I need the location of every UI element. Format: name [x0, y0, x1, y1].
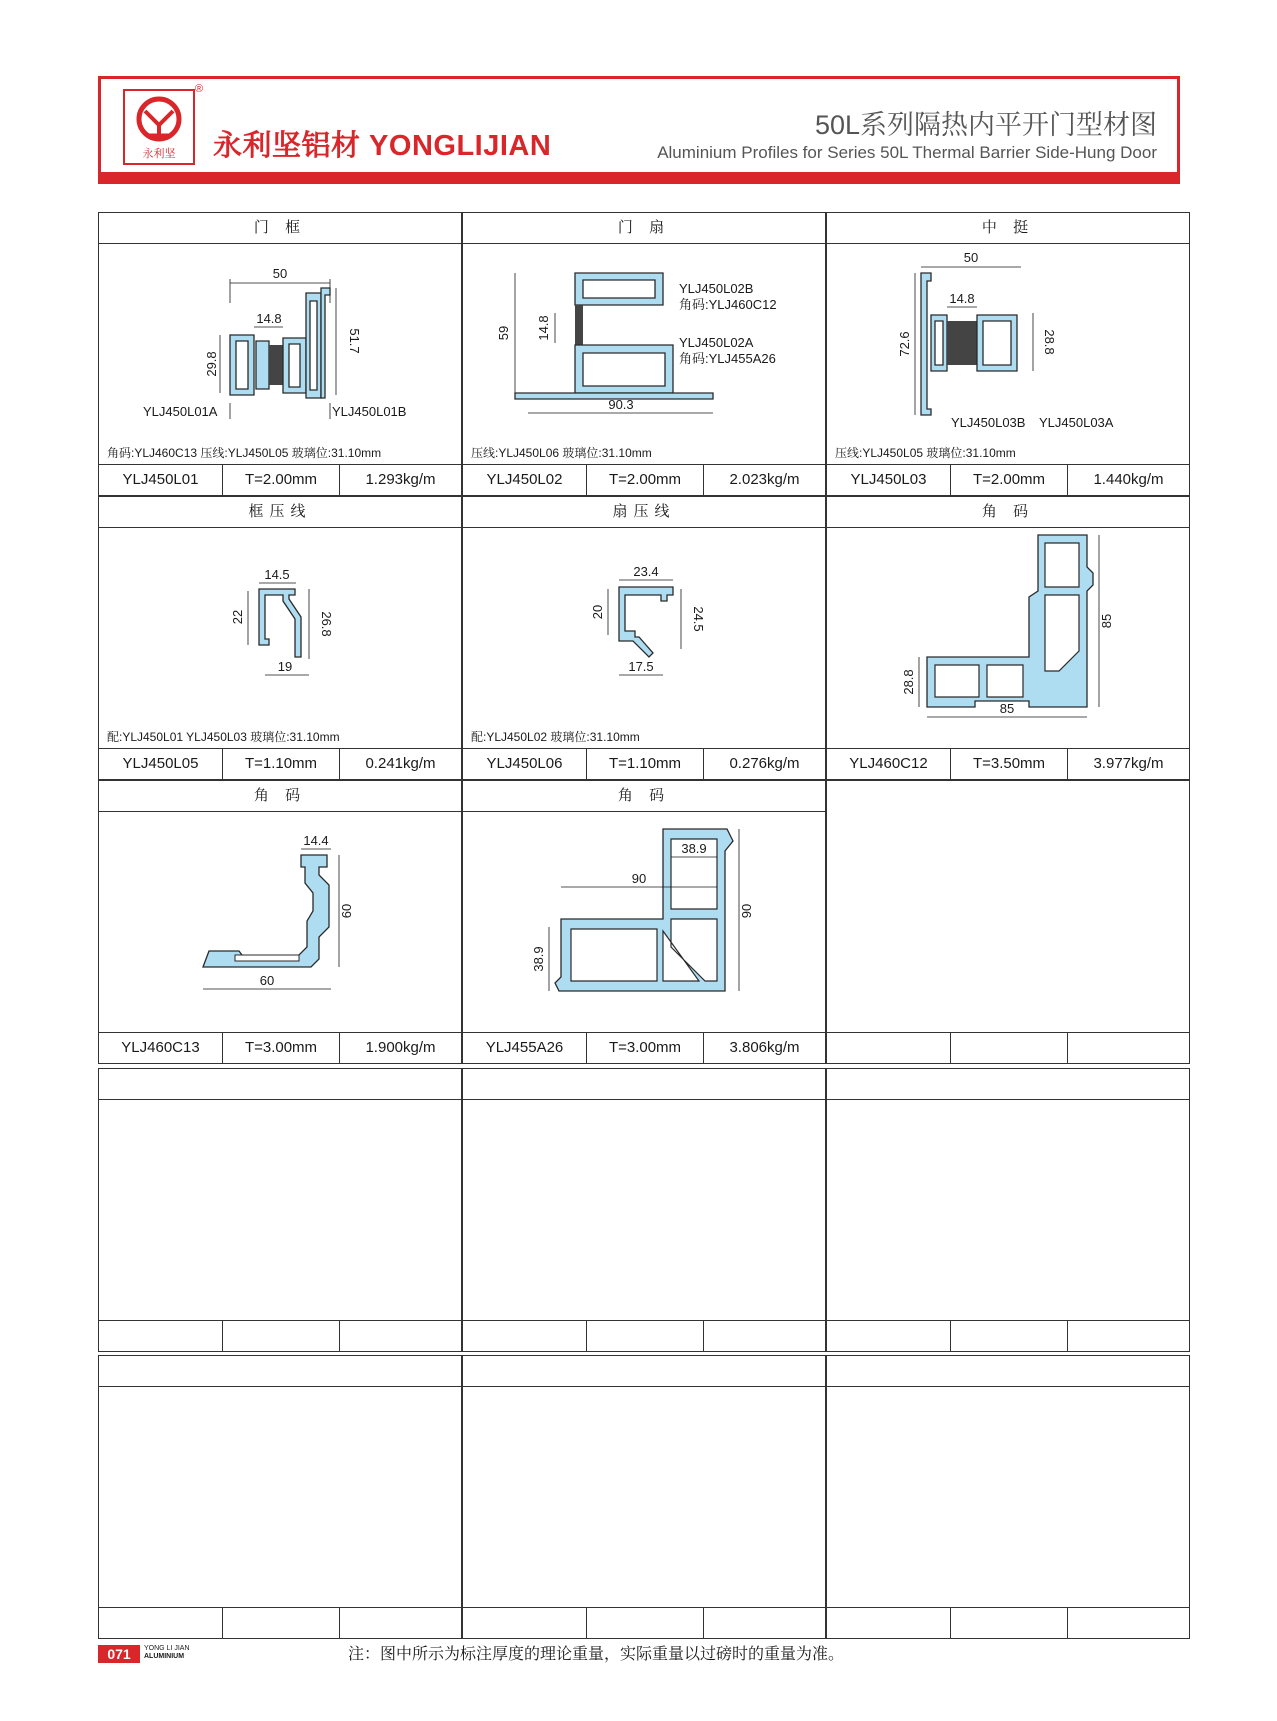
profile-cell-corner-joint-a26 — [462, 780, 826, 1064]
profile-cell-empty — [826, 1355, 1190, 1639]
dim-label: 17.5 — [628, 659, 654, 674]
dim-label: 59 — [496, 325, 511, 341]
profile-drawing — [99, 243, 461, 465]
cell-title — [463, 1069, 825, 1100]
spec-row — [463, 1032, 825, 1063]
profile-cell-empty — [826, 780, 1190, 1064]
profile-code — [463, 1321, 587, 1351]
brand-name: 永利坚铝材 YONGLIJIAN — [213, 130, 552, 162]
spec-row — [827, 464, 1189, 495]
dim-label: 85 — [999, 701, 1015, 716]
profile-code: YLJ460C13 — [99, 1033, 223, 1063]
profile-cell-empty — [98, 1355, 462, 1639]
wall-thickness — [587, 1321, 704, 1351]
part-label: 角码:YLJ455A26 — [679, 351, 776, 366]
dim-label: 24.5 — [691, 606, 706, 632]
spec-note: 压线:YLJ450L06 玻璃位:31.10mm — [471, 446, 652, 460]
wall-thickness — [223, 1321, 340, 1351]
spec-row — [99, 1320, 461, 1351]
dim-label: 29.8 — [204, 351, 219, 377]
cell-title: 中 挺 — [827, 213, 1189, 244]
profile-drawing — [827, 527, 1189, 749]
unit-weight: 3.977kg/m — [1093, 755, 1164, 772]
spec-row — [99, 748, 461, 779]
dim-label: 90 — [739, 903, 754, 919]
profile-drawing — [463, 527, 825, 749]
cell-title — [827, 1069, 1189, 1100]
profile-code: YLJ450L03 — [827, 465, 951, 495]
part-label: YLJ450L03A — [1039, 415, 1114, 430]
profile-code: YLJ455A26 — [463, 1033, 587, 1063]
weight-disclaimer: 注：图中所示为标注厚度的理论重量，实际重量以过磅时的重量为准。 — [348, 1646, 845, 1663]
page-title-en: Aluminium Profiles for Series 50L Thermal Barrier Side-Hung Door — [657, 143, 1157, 162]
page-number: 071 — [98, 1645, 140, 1663]
profile-code — [827, 1608, 951, 1638]
dim-label: 50 — [272, 266, 288, 281]
dim-label: 38.9 — [681, 841, 707, 856]
profile-drawing — [99, 527, 461, 749]
part-label: YLJ450L02B — [679, 281, 754, 296]
cell-title: 门 框 — [99, 213, 461, 244]
brand-logo — [123, 89, 195, 165]
dim-label: 72.6 — [897, 331, 912, 357]
profile-cell-sash-bead — [462, 496, 826, 780]
unit-weight — [704, 1608, 825, 1638]
dim-label: 19 — [277, 659, 293, 674]
spec-row — [827, 1032, 1189, 1063]
profile-drawing — [827, 243, 1189, 465]
wall-thickness: T=3.50mm — [951, 749, 1068, 779]
page-title-cn: 50L系列隔热内平开门型材图 — [814, 110, 1157, 140]
part-label: YLJ450L03B — [951, 415, 1026, 430]
unit-weight: 2.023kg/m — [729, 471, 800, 488]
cell-title: 扇压线 — [463, 497, 825, 528]
dim-label: 20 — [590, 604, 605, 620]
spec-row — [827, 748, 1189, 779]
wall-thickness — [951, 1608, 1068, 1638]
header-rule — [101, 172, 1177, 181]
spec-note: 角码:YLJ460C13 压线:YLJ450L05 玻璃位:31.10mm — [107, 446, 382, 460]
cell-title: 角 码 — [827, 497, 1189, 528]
cell-title — [463, 1356, 825, 1387]
cell-title: 框压线 — [99, 497, 461, 528]
cell-title — [827, 1356, 1189, 1387]
dim-label: 14.5 — [264, 567, 290, 582]
profile-cell-empty — [462, 1355, 826, 1639]
unit-weight: 0.276kg/m — [729, 755, 800, 772]
profile-cell-frame-bead — [98, 496, 462, 780]
spec-note: 压线:YLJ450L05 玻璃位:31.10mm — [835, 446, 1016, 460]
profile-code — [463, 1608, 587, 1638]
part-label: YLJ450L01A — [143, 404, 218, 419]
profile-code: YLJ450L05 — [99, 749, 223, 779]
dim-label: 14.8 — [256, 311, 282, 326]
profile-cell-door-frame — [98, 212, 462, 496]
wall-thickness: T=3.00mm — [587, 1033, 704, 1063]
spec-note: 配:YLJ450L02 玻璃位:31.10mm — [471, 730, 640, 744]
wall-thickness: T=3.00mm — [223, 1033, 340, 1063]
dim-label: 60 — [259, 973, 275, 988]
wall-thickness: T=2.00mm — [951, 465, 1068, 495]
wall-thickness: T=2.00mm — [587, 465, 704, 495]
part-label: 角码:YLJ460C12 — [679, 297, 777, 312]
spec-row — [463, 748, 825, 779]
part-label: YLJ450L01B — [332, 404, 407, 419]
unit-weight — [340, 1608, 461, 1638]
wall-thickness — [951, 1033, 1068, 1063]
wall-thickness: T=1.10mm — [223, 749, 340, 779]
unit-weight — [340, 1321, 461, 1351]
wall-thickness — [951, 1321, 1068, 1351]
cell-title — [99, 1069, 461, 1100]
spec-row — [827, 1320, 1189, 1351]
profile-code: YLJ450L06 — [463, 749, 587, 779]
profile-code: YLJ450L01 — [99, 465, 223, 495]
profile-drawing — [463, 811, 825, 1033]
wall-thickness — [587, 1608, 704, 1638]
profile-code — [827, 1033, 951, 1063]
cell-title: 门 扇 — [463, 213, 825, 244]
registered-mark: ® — [195, 83, 204, 95]
footer-tag-line1: YONG LI JIAN — [144, 1645, 190, 1652]
logo-caption: 永利坚 — [142, 147, 176, 160]
profile-code: YLJ460C12 — [827, 749, 951, 779]
unit-weight: 1.900kg/m — [365, 1039, 436, 1056]
unit-weight: 3.806kg/m — [729, 1039, 800, 1056]
profile-code — [827, 1321, 951, 1351]
dim-label: 28.8 — [901, 669, 916, 695]
cell-title — [99, 1356, 461, 1387]
cell-title — [827, 781, 1189, 811]
dim-label: 90 — [631, 871, 647, 886]
dim-label: 38.9 — [531, 946, 546, 972]
profile-code — [99, 1321, 223, 1351]
spec-row — [463, 1320, 825, 1351]
profile-code — [99, 1608, 223, 1638]
profile-cell-mullion — [826, 212, 1190, 496]
part-label: YLJ450L02A — [679, 335, 754, 350]
dim-label: 14.8 — [536, 315, 551, 341]
dim-label: 14.8 — [949, 291, 975, 306]
profile-cell-door-sash — [462, 212, 826, 496]
unit-weight — [1068, 1033, 1189, 1063]
dim-label: 23.4 — [633, 564, 659, 579]
cell-title: 角 码 — [99, 781, 461, 812]
spec-row — [463, 1607, 825, 1638]
profile-drawing — [99, 811, 461, 1033]
unit-weight: 1.440kg/m — [1093, 471, 1164, 488]
wall-thickness — [223, 1608, 340, 1638]
unit-weight: 1.293kg/m — [365, 471, 436, 488]
dim-label: 50 — [963, 250, 979, 265]
profile-cell-empty — [98, 1068, 462, 1352]
unit-weight — [704, 1321, 825, 1351]
dim-label: 60 — [339, 903, 354, 919]
spec-note: 配:YLJ450L01 YLJ450L03 玻璃位:31.10mm — [107, 730, 340, 744]
cell-title: 角 码 — [463, 781, 825, 812]
profile-drawing — [463, 243, 825, 465]
spec-row — [99, 1032, 461, 1063]
spec-row — [99, 1607, 461, 1638]
unit-weight — [1068, 1608, 1189, 1638]
dim-label: 51.7 — [347, 328, 362, 354]
footer-tag-line2: ALUMINIUM — [144, 1653, 185, 1660]
wall-thickness: T=1.10mm — [587, 749, 704, 779]
dim-label: 26.8 — [319, 611, 334, 637]
spec-row — [99, 464, 461, 495]
unit-weight: 0.241kg/m — [365, 755, 436, 772]
profile-cell-empty — [826, 1068, 1190, 1352]
unit-weight — [1068, 1321, 1189, 1351]
dim-label: 90.3 — [608, 397, 634, 412]
profile-cell-corner-joint-c12 — [826, 496, 1190, 780]
spec-row — [463, 464, 825, 495]
dim-label: 85 — [1099, 613, 1114, 629]
spec-row — [827, 1607, 1189, 1638]
dim-label: 22 — [230, 609, 245, 625]
profile-cell-corner-joint-c13 — [98, 780, 462, 1064]
dim-label: 28.8 — [1042, 329, 1057, 355]
dim-label: 14.4 — [303, 833, 329, 848]
profile-code: YLJ450L02 — [463, 465, 587, 495]
page-header — [98, 76, 1180, 184]
wall-thickness: T=2.00mm — [223, 465, 340, 495]
footer-brand-tag — [144, 1645, 190, 1661]
profile-cell-empty — [462, 1068, 826, 1352]
